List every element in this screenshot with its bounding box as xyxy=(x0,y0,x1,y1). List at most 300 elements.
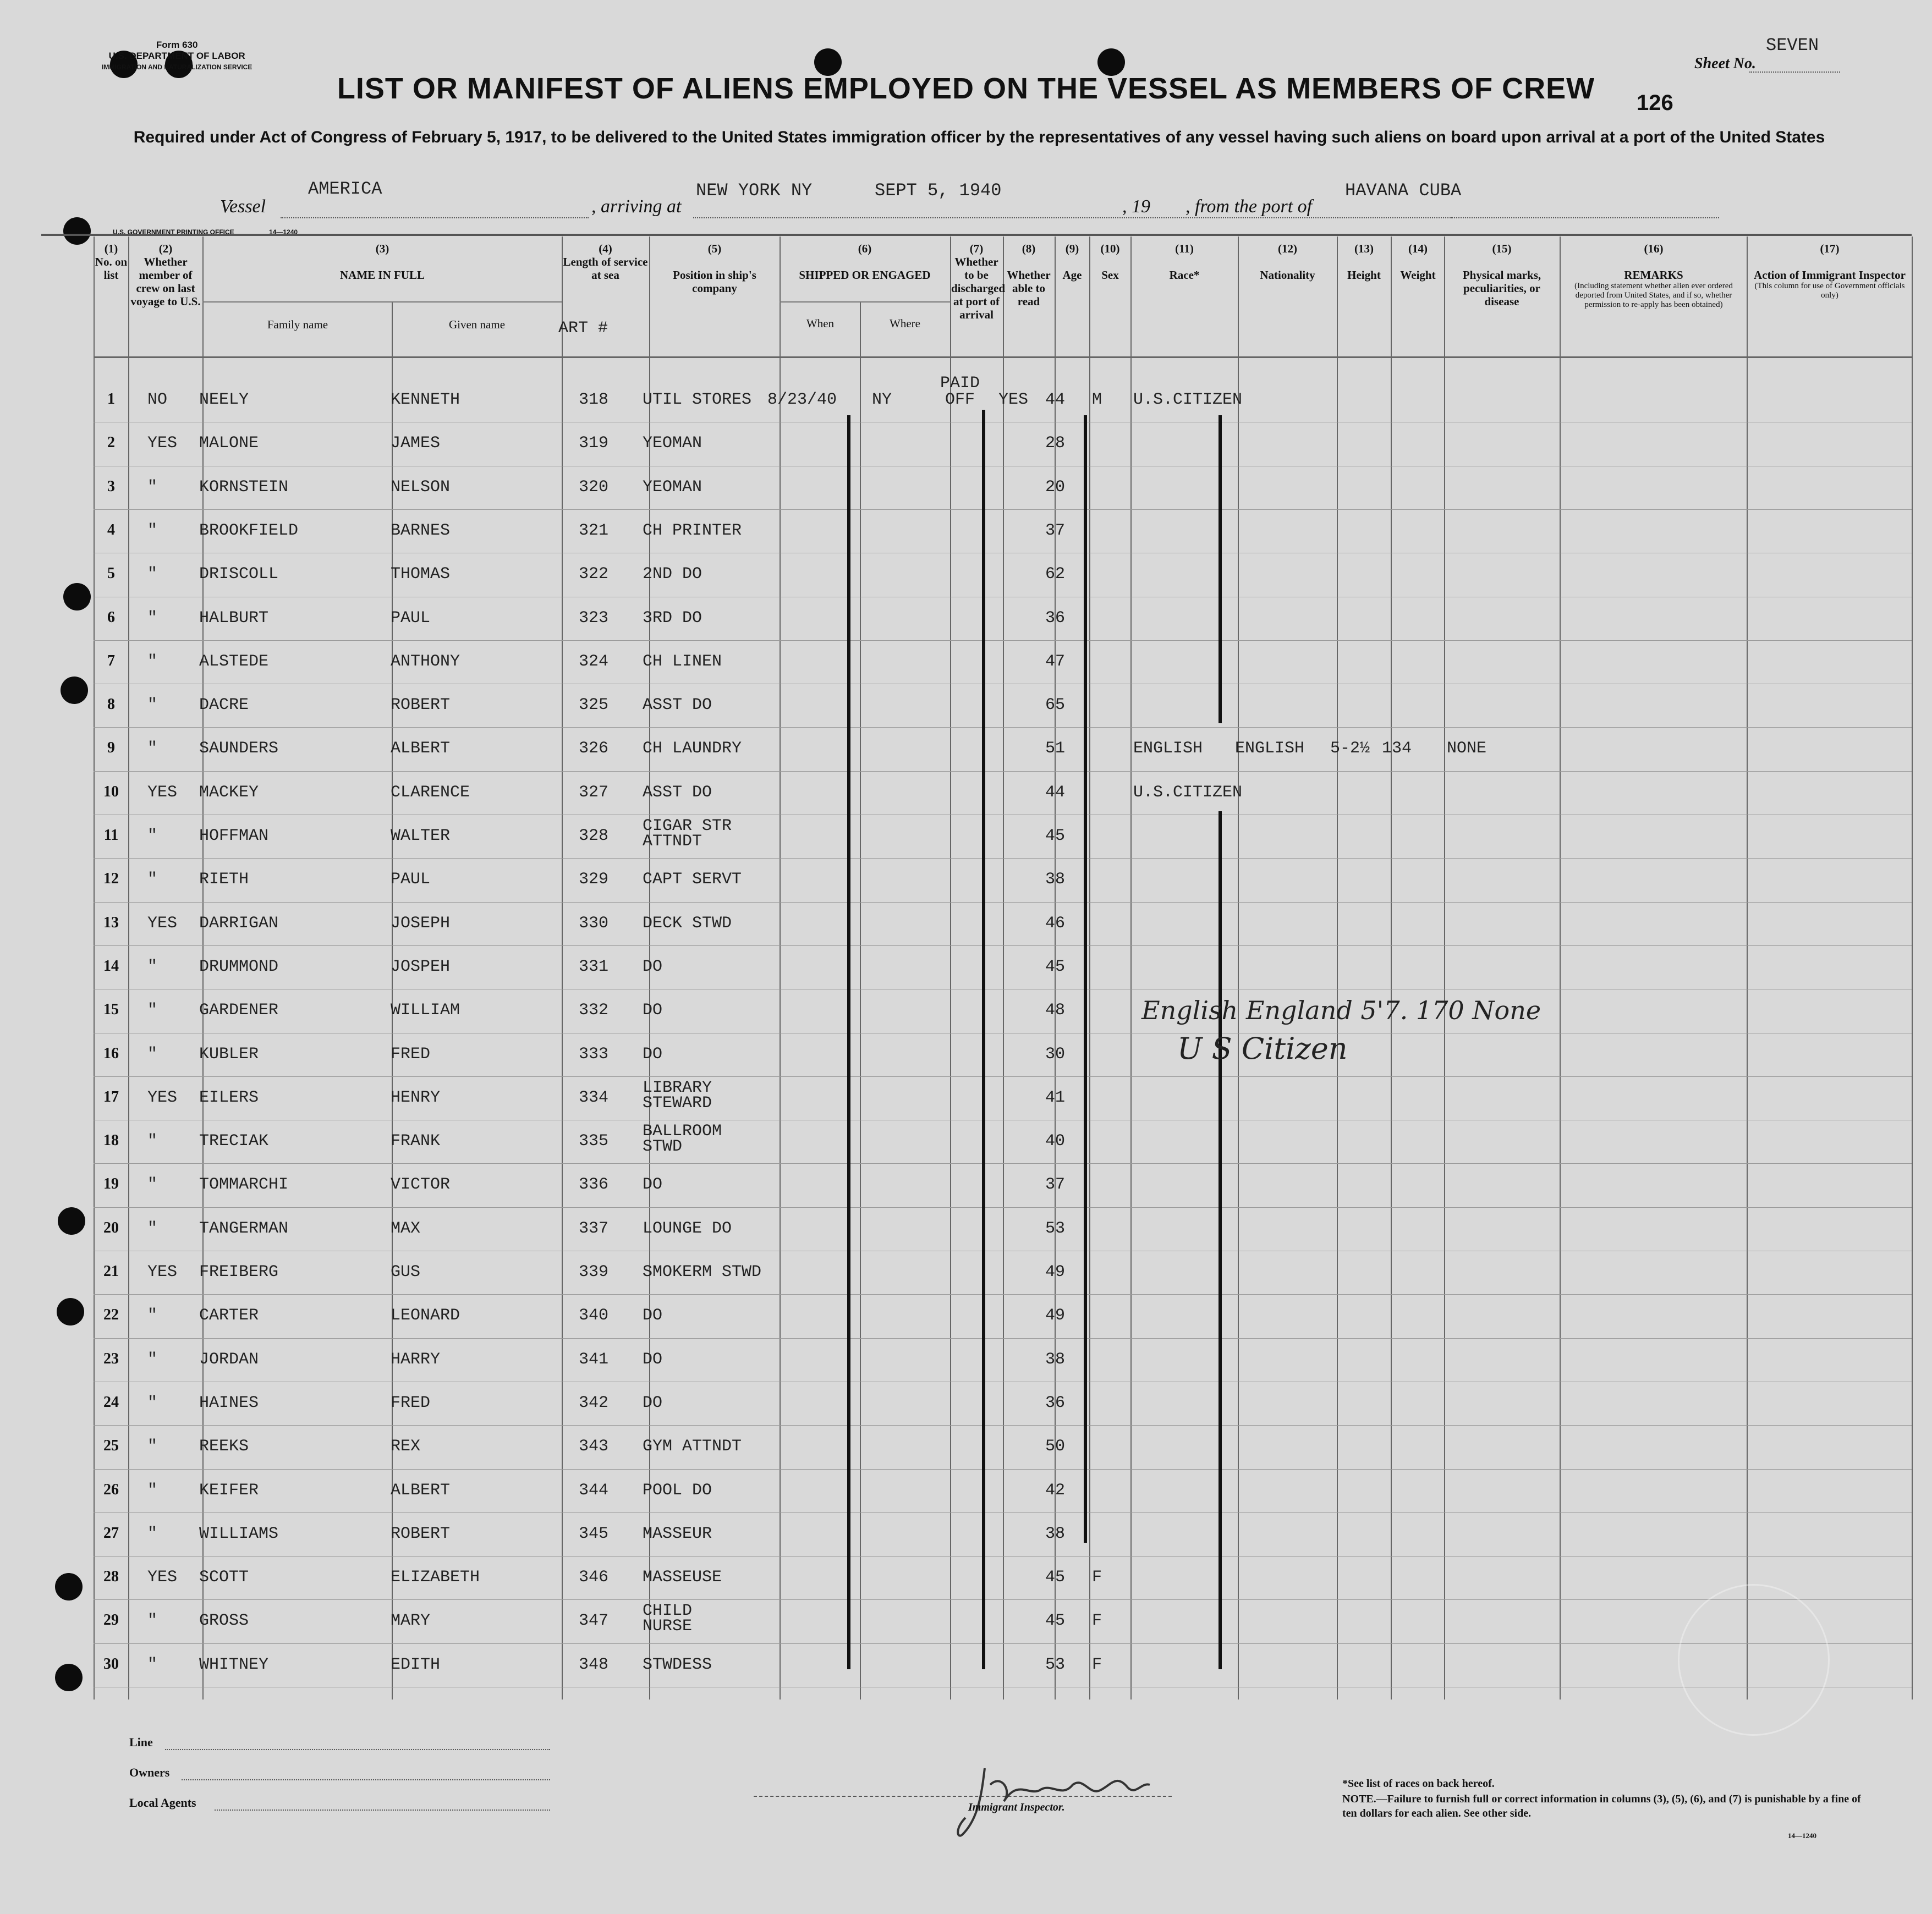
given-name-cell: ROBERT xyxy=(391,696,451,715)
col-label: Physical marks, peculiarities, or disease xyxy=(1462,268,1541,308)
position-cell: CH LINEN xyxy=(643,652,722,671)
vessel-name: AMERICA xyxy=(308,179,382,199)
vessel-label: Vessel xyxy=(220,196,266,217)
last-voyage-cell: " xyxy=(147,1132,158,1151)
last-voyage-cell: " xyxy=(147,696,158,715)
row-number: 11 xyxy=(103,827,119,844)
art-number-cell: 339 xyxy=(579,1263,609,1282)
family-name-cell: DRISCOLL xyxy=(199,565,279,584)
last-voyage-cell: " xyxy=(147,1655,158,1674)
col-header-when: When xyxy=(806,317,835,330)
col-note: (This column for use of Government officials only) xyxy=(1754,282,1905,300)
age-cell: 47 xyxy=(1045,652,1066,671)
row-rule xyxy=(94,509,1912,510)
row-number: 2 xyxy=(107,434,115,452)
art-number-cell: 322 xyxy=(579,565,609,584)
given-name-cell: MARY xyxy=(391,1612,431,1631)
last-voyage-cell: YES xyxy=(147,783,178,802)
col-rule xyxy=(1089,237,1090,1700)
sheet-label: Sheet No. xyxy=(1694,55,1756,72)
last-voyage-cell: " xyxy=(147,1001,158,1020)
given-name-cell: HENRY xyxy=(391,1088,441,1107)
punch-hole xyxy=(58,1207,85,1235)
sex-cell: F xyxy=(1092,1612,1102,1631)
art-number-cell: 325 xyxy=(579,696,609,715)
last-voyage-cell: " xyxy=(147,1044,158,1064)
family-name-cell: WHITNEY xyxy=(199,1655,269,1674)
family-name-cell: HAINES xyxy=(199,1393,259,1412)
row-rule xyxy=(94,727,1912,728)
row-rule xyxy=(94,902,1912,903)
col-rule xyxy=(1003,237,1004,1700)
position-cell: STWDESS xyxy=(643,1655,712,1674)
art-number-cell: 323 xyxy=(579,608,609,628)
position-cell: DO xyxy=(643,1175,663,1195)
age-cell: 42 xyxy=(1045,1481,1066,1500)
col-label: Position in ship's company xyxy=(673,268,756,295)
position-cell: ASST DO xyxy=(643,696,712,715)
art-number-cell: 341 xyxy=(579,1350,609,1369)
position-cell: MASSEUR xyxy=(643,1524,712,1543)
row-rule xyxy=(94,858,1912,859)
line-label: Line xyxy=(129,1735,153,1749)
age-cell: 44 xyxy=(1045,391,1066,409)
handwritten-annotation: English England 5'7. 170 None xyxy=(1141,996,1541,1025)
col-header-remarks xyxy=(1562,242,1745,310)
art-number-cell: 326 xyxy=(579,739,609,758)
col-num: (11) xyxy=(1175,242,1194,255)
age-cell: 53 xyxy=(1045,1219,1066,1238)
row-number: 20 xyxy=(103,1219,119,1236)
col-note: (Including statement whether alien ever ordered deported from United States, and if so, whether permission to re-apply has been obtained) xyxy=(1574,282,1733,309)
position-cell: DO xyxy=(643,1001,663,1020)
col-num: (13) xyxy=(1354,242,1374,255)
last-voyage-cell: " xyxy=(147,957,158,976)
last-voyage-cell: " xyxy=(147,1481,158,1500)
races-note: *See list of races on back hereof. xyxy=(1342,1778,1495,1790)
art-number-cell: 327 xyxy=(579,783,609,802)
col-num: (17) xyxy=(1820,242,1840,255)
col-rule xyxy=(1130,237,1132,1700)
family-name-cell: NEELY xyxy=(199,391,249,409)
age-cell: 45 xyxy=(1045,827,1066,845)
given-name-cell: NELSON xyxy=(391,477,451,497)
position-cell: GYM ATTNDT xyxy=(643,1437,742,1456)
art-number-cell: 331 xyxy=(579,957,609,976)
last-voyage-cell: YES xyxy=(147,1568,178,1587)
row-rule xyxy=(94,1425,1912,1426)
col-header-read xyxy=(1004,242,1053,308)
position-cell: MASSEUSE xyxy=(643,1568,722,1587)
row-rule xyxy=(94,640,1912,641)
family-name-cell: GROSS xyxy=(199,1612,249,1631)
position-cell: CH LAUNDRY xyxy=(643,739,742,758)
row-number: 7 xyxy=(107,652,115,669)
family-name-cell: KORNSTEIN xyxy=(199,477,289,497)
shipped-where-cell: NY xyxy=(872,391,892,409)
row-number: 12 xyxy=(103,870,119,888)
position-cell: UTIL STORES xyxy=(643,391,752,409)
art-number-note: ART # xyxy=(558,319,608,338)
age-cell: 37 xyxy=(1045,1175,1066,1195)
given-name-cell: VICTOR xyxy=(391,1175,451,1195)
able-to-read-cell: YES xyxy=(998,391,1029,409)
row-rule xyxy=(94,1163,1912,1164)
shipped-when-cell: 8/23/40 xyxy=(767,391,837,409)
handwritten-annotation: U S Citizen xyxy=(1177,1031,1348,1066)
punch-hole xyxy=(55,1664,83,1691)
family-name-cell: DACRE xyxy=(199,696,249,715)
col-header-name xyxy=(204,242,561,282)
row-number: 30 xyxy=(103,1655,119,1673)
art-number-cell: 329 xyxy=(579,870,609,889)
punch-hole xyxy=(57,1298,84,1326)
family-name-cell: MALONE xyxy=(199,434,259,453)
art-number-cell: 334 xyxy=(579,1088,609,1107)
row-number: 16 xyxy=(103,1044,119,1062)
position-cell: BALLROOM xyxy=(643,1122,722,1141)
art-number-cell: 342 xyxy=(579,1393,609,1412)
art-number-cell: 343 xyxy=(579,1437,609,1456)
row-rule xyxy=(94,1076,1912,1077)
sex-cell: F xyxy=(1092,1568,1102,1587)
art-number-cell: 336 xyxy=(579,1175,609,1195)
col-num: (7) xyxy=(969,242,984,255)
row-number: 18 xyxy=(103,1132,119,1150)
position-cell: DO xyxy=(643,957,663,976)
col-label: Whether to be discharged at port of arrival xyxy=(951,255,1006,321)
position-cell: CH PRINTER xyxy=(643,521,742,540)
col-label: Whether able to read xyxy=(1007,268,1051,308)
name-sub-rule xyxy=(202,301,562,302)
position-cell: SMOKERM STWD xyxy=(643,1263,762,1282)
penalty-note: NOTE.—Failure to furnish full or correct information in columns (3), (5), (6), and (7) is punishable by a fine of ten dollars for each alien. See other side. xyxy=(1342,1793,1861,1819)
row-number: 14 xyxy=(103,957,119,975)
family-name-cell: HALBURT xyxy=(199,608,269,628)
family-name-cell: TRECIAK xyxy=(199,1132,269,1151)
age-cell: 37 xyxy=(1045,521,1066,540)
last-voyage-cell: " xyxy=(147,565,158,584)
last-voyage-cell: " xyxy=(147,1393,158,1412)
row-number: 9 xyxy=(107,739,115,757)
age-cell: 38 xyxy=(1045,1524,1066,1543)
position-cell: LIBRARY xyxy=(643,1078,712,1097)
family-name-cell: ALSTEDE xyxy=(199,652,269,671)
given-name-cell: THOMAS xyxy=(391,565,451,584)
col-num: (16) xyxy=(1644,242,1664,255)
printing-code: 14—1240 xyxy=(269,228,298,236)
given-name-cell: FRANK xyxy=(391,1132,441,1151)
age-cell: 38 xyxy=(1045,1350,1066,1369)
art-number-cell: 328 xyxy=(579,827,609,845)
last-voyage-cell: YES xyxy=(147,1088,178,1107)
age-cell: 41 xyxy=(1045,1088,1066,1107)
position-cell-line2: NURSE xyxy=(643,1617,693,1636)
position-cell-line2: STEWARD xyxy=(643,1093,712,1113)
manifest-subtitle: Required under Act of Congress of February 5, 1917, to be delivered to the United States immigration officer by the representatives of any vessel having such aliens on board upon arrival at a port of the United States xyxy=(133,128,1825,146)
art-number-cell: 319 xyxy=(579,434,609,453)
given-name-cell: ELIZABETH xyxy=(391,1568,480,1587)
last-voyage-cell: " xyxy=(147,652,158,671)
col-header-sex xyxy=(1090,242,1130,282)
race-cell: U.S.CITIZEN xyxy=(1133,783,1243,802)
age-cell: 38 xyxy=(1045,870,1066,889)
age-cell: 62 xyxy=(1045,565,1066,584)
col-rule xyxy=(128,237,129,1700)
col-label: REMARKS xyxy=(1624,268,1683,282)
given-name-cell: CLARENCE xyxy=(391,783,470,802)
col-header-race xyxy=(1132,242,1237,282)
last-voyage-cell: " xyxy=(147,827,158,845)
given-name-cell: EDITH xyxy=(391,1655,441,1674)
last-voyage-cell: YES xyxy=(147,1263,178,1282)
given-name-cell: ROBERT xyxy=(391,1524,451,1543)
row-rule xyxy=(94,1556,1912,1557)
age-cell: 49 xyxy=(1045,1306,1066,1326)
col-num: (9) xyxy=(1065,242,1079,255)
agents-label: Local Agents xyxy=(129,1796,196,1810)
row-number: 13 xyxy=(103,914,119,931)
position-cell: 2ND DO xyxy=(643,565,702,584)
line-field xyxy=(165,1749,550,1750)
art-number-cell: 335 xyxy=(579,1132,609,1151)
position-cell: YEOMAN xyxy=(643,434,702,453)
race-cell: ENGLISH xyxy=(1133,739,1203,758)
art-number-cell: 345 xyxy=(579,1524,609,1543)
col-num: (15) xyxy=(1492,242,1512,255)
col-rule xyxy=(1444,237,1445,1700)
position-cell: YEOMAN xyxy=(643,477,702,497)
family-name-cell: TANGERMAN xyxy=(199,1219,289,1238)
art-number-cell: 332 xyxy=(579,1001,609,1020)
art-number-cell: 318 xyxy=(579,391,609,409)
ink-ditto-line xyxy=(1084,415,1087,1543)
col-label: SHIPPED OR ENGAGED xyxy=(799,268,931,282)
position-cell: DO xyxy=(643,1393,663,1412)
row-number: 19 xyxy=(103,1175,119,1193)
given-name-cell: WALTER xyxy=(391,827,451,845)
punch-hole xyxy=(61,676,88,704)
col-rule xyxy=(950,237,951,1700)
col-header-weight xyxy=(1392,242,1444,282)
art-number-cell: 347 xyxy=(579,1612,609,1631)
row-number: 3 xyxy=(107,477,115,495)
vessel-line xyxy=(281,217,589,218)
age-cell: 51 xyxy=(1045,739,1066,758)
age-cell: 45 xyxy=(1045,1612,1066,1631)
age-cell: 49 xyxy=(1045,1263,1066,1282)
family-name-cell: RIETH xyxy=(199,870,249,889)
last-voyage-cell: " xyxy=(147,1612,158,1631)
position-cell: CIGAR STR xyxy=(643,817,732,835)
col-num: (3) xyxy=(375,242,389,255)
row-number: 26 xyxy=(103,1481,119,1498)
col-label: Race* xyxy=(1169,268,1200,282)
row-number: 5 xyxy=(107,565,115,582)
nationality-cell: ENGLISH xyxy=(1235,739,1305,758)
given-name-cell: ALBERT xyxy=(391,1481,451,1500)
weight-cell: 134 xyxy=(1382,739,1412,758)
family-name-cell: WILLIAMS xyxy=(199,1524,279,1543)
art-number-cell: 330 xyxy=(579,914,609,933)
art-number-cell: 346 xyxy=(579,1568,609,1587)
age-cell: 46 xyxy=(1045,914,1066,933)
age-cell: 65 xyxy=(1045,696,1066,715)
last-voyage-cell: YES xyxy=(147,914,178,933)
col-label: Height xyxy=(1347,268,1381,282)
manifest-title: LIST OR MANIFEST OF ALIENS EMPLOYED ON THE VESSEL AS MEMBERS OF CREW xyxy=(337,72,1595,105)
ink-ditto-line xyxy=(982,410,985,1669)
age-cell: 20 xyxy=(1045,477,1066,497)
punch-hole xyxy=(63,217,91,245)
owners-field xyxy=(182,1779,550,1780)
family-name-cell: HOFFMAN xyxy=(199,827,269,845)
printing-office-label: U.S. GOVERNMENT PRINTING OFFICE xyxy=(113,228,234,236)
col-header-position xyxy=(651,242,778,295)
position-cell: ASST DO xyxy=(643,783,712,802)
row-number: 17 xyxy=(103,1088,119,1106)
given-name-cell: MAX xyxy=(391,1219,421,1238)
from-label: , from the port of xyxy=(1185,196,1313,217)
given-name-cell: FRED xyxy=(391,1393,431,1412)
given-name-cell: PAUL xyxy=(391,870,431,889)
last-voyage-cell: " xyxy=(147,739,158,758)
printing-office xyxy=(113,227,298,238)
given-name-cell: ALBERT xyxy=(391,739,451,758)
col-header-where: Where xyxy=(890,317,920,330)
col-rule xyxy=(1337,237,1338,1700)
family-name-cell: FREIBERG xyxy=(199,1263,279,1282)
col-num: (10) xyxy=(1100,242,1120,255)
art-number-cell: 337 xyxy=(579,1219,609,1238)
sheet-value: SEVEN xyxy=(1766,35,1819,56)
col-num: (4) xyxy=(599,242,612,255)
age-cell: 36 xyxy=(1045,608,1066,628)
col-label: Length of service at sea xyxy=(563,255,648,282)
height-cell: 5-2½ xyxy=(1330,739,1370,758)
row-number: 1 xyxy=(107,391,115,408)
last-voyage-cell: YES xyxy=(147,434,178,453)
col-header-discharged xyxy=(951,242,1006,321)
row-number: 23 xyxy=(103,1350,119,1367)
row-number: 24 xyxy=(103,1393,119,1411)
service-name: IMMIGRATION AND NATURALIZATION SERVICE xyxy=(102,63,253,71)
position-cell: CAPT SERVT xyxy=(643,870,742,889)
position-cell: DO xyxy=(643,1306,663,1326)
col-rule xyxy=(1238,237,1239,1700)
row-number: 4 xyxy=(107,521,115,538)
col-header-last-voyage xyxy=(130,242,201,308)
col-header-given: Given name xyxy=(448,318,506,331)
last-voyage-cell: " xyxy=(147,1524,158,1543)
art-number-cell: 344 xyxy=(579,1481,609,1500)
col-header-shipped xyxy=(781,242,949,282)
row-number: 27 xyxy=(103,1524,119,1542)
position-cell-line2: STWD xyxy=(643,1137,683,1157)
col-header-age xyxy=(1056,242,1089,282)
col-label: Weight xyxy=(1400,268,1436,282)
col-label: Action of Immigrant Inspector xyxy=(1754,268,1906,282)
row-rule xyxy=(94,1599,1912,1600)
art-number-cell: 320 xyxy=(579,477,609,497)
arriving-label: , arriving at xyxy=(591,196,682,217)
last-voyage-cell: " xyxy=(147,477,158,497)
col-num: (8) xyxy=(1022,242,1036,255)
family-name-cell: KEIFER xyxy=(199,1481,259,1500)
from-line xyxy=(1337,217,1719,218)
inspector-signature xyxy=(952,1752,1161,1845)
age-cell: 36 xyxy=(1045,1393,1066,1412)
race-cell: U.S.CITIZEN xyxy=(1133,391,1243,409)
family-name-cell: GARDENER xyxy=(199,1001,279,1020)
age-cell: 40 xyxy=(1045,1132,1066,1151)
inspector-label: Immigrant Inspector. xyxy=(968,1801,1065,1813)
arrival-date: SEPT 5, 1940 xyxy=(875,180,1002,201)
last-voyage-cell: " xyxy=(147,870,158,889)
row-number: 29 xyxy=(103,1612,119,1629)
col-num: (5) xyxy=(707,242,722,255)
col-label: Age xyxy=(1062,268,1082,282)
last-voyage-cell: " xyxy=(147,521,158,540)
position-cell: CHILD xyxy=(643,1602,693,1621)
last-voyage-cell: " xyxy=(147,1350,158,1369)
from-port: HAVANA CUBA xyxy=(1345,180,1462,201)
family-name-cell: DARRIGAN xyxy=(199,914,279,933)
row-number: 22 xyxy=(103,1306,119,1324)
ink-ditto-line xyxy=(1219,415,1222,723)
row-rule xyxy=(94,1643,1912,1644)
arriving-port: NEW YORK NY xyxy=(696,180,813,201)
last-voyage-cell: " xyxy=(147,1437,158,1456)
position-cell: DECK STWD xyxy=(643,914,732,933)
col-rule xyxy=(562,237,563,1700)
age-cell: 48 xyxy=(1045,1001,1066,1020)
age-cell: 45 xyxy=(1045,1568,1066,1587)
given-name-cell: BARNES xyxy=(391,521,451,540)
page-stamp: 126 xyxy=(1637,91,1673,115)
given-name-cell: WILLIAM xyxy=(391,1001,460,1020)
owners-label: Owners xyxy=(129,1766,170,1779)
family-name-cell: CARTER xyxy=(199,1306,259,1326)
col-rule xyxy=(780,237,781,1700)
row-number: 8 xyxy=(107,696,115,713)
position-cell: DO xyxy=(643,1350,663,1369)
col-header-marks xyxy=(1445,242,1558,308)
row-rule xyxy=(94,1294,1912,1295)
form-header xyxy=(102,40,252,73)
col-header-nationality xyxy=(1239,242,1336,282)
year-label: , 19 xyxy=(1122,196,1150,217)
age-cell: 30 xyxy=(1045,1044,1066,1064)
given-name-cell: REX xyxy=(391,1437,421,1456)
col-num: (2) xyxy=(158,242,173,255)
row-rule xyxy=(94,945,1912,946)
age-cell: 53 xyxy=(1045,1655,1066,1674)
col-label: NAME IN FULL xyxy=(339,268,425,282)
position-cell: POOL DO xyxy=(643,1481,712,1500)
col-num: (14) xyxy=(1408,242,1428,255)
row-number: 10 xyxy=(103,783,119,800)
col-header-no xyxy=(95,242,128,282)
col-header-height xyxy=(1338,242,1390,282)
sex-cell: M xyxy=(1092,391,1102,409)
family-name-cell: MACKEY xyxy=(199,783,259,802)
col-num: (1) xyxy=(104,242,118,255)
family-name-cell: EILERS xyxy=(199,1088,259,1107)
family-name-cell: SCOTT xyxy=(199,1568,249,1587)
age-cell: 28 xyxy=(1045,434,1066,453)
col-rule xyxy=(1747,237,1748,1700)
